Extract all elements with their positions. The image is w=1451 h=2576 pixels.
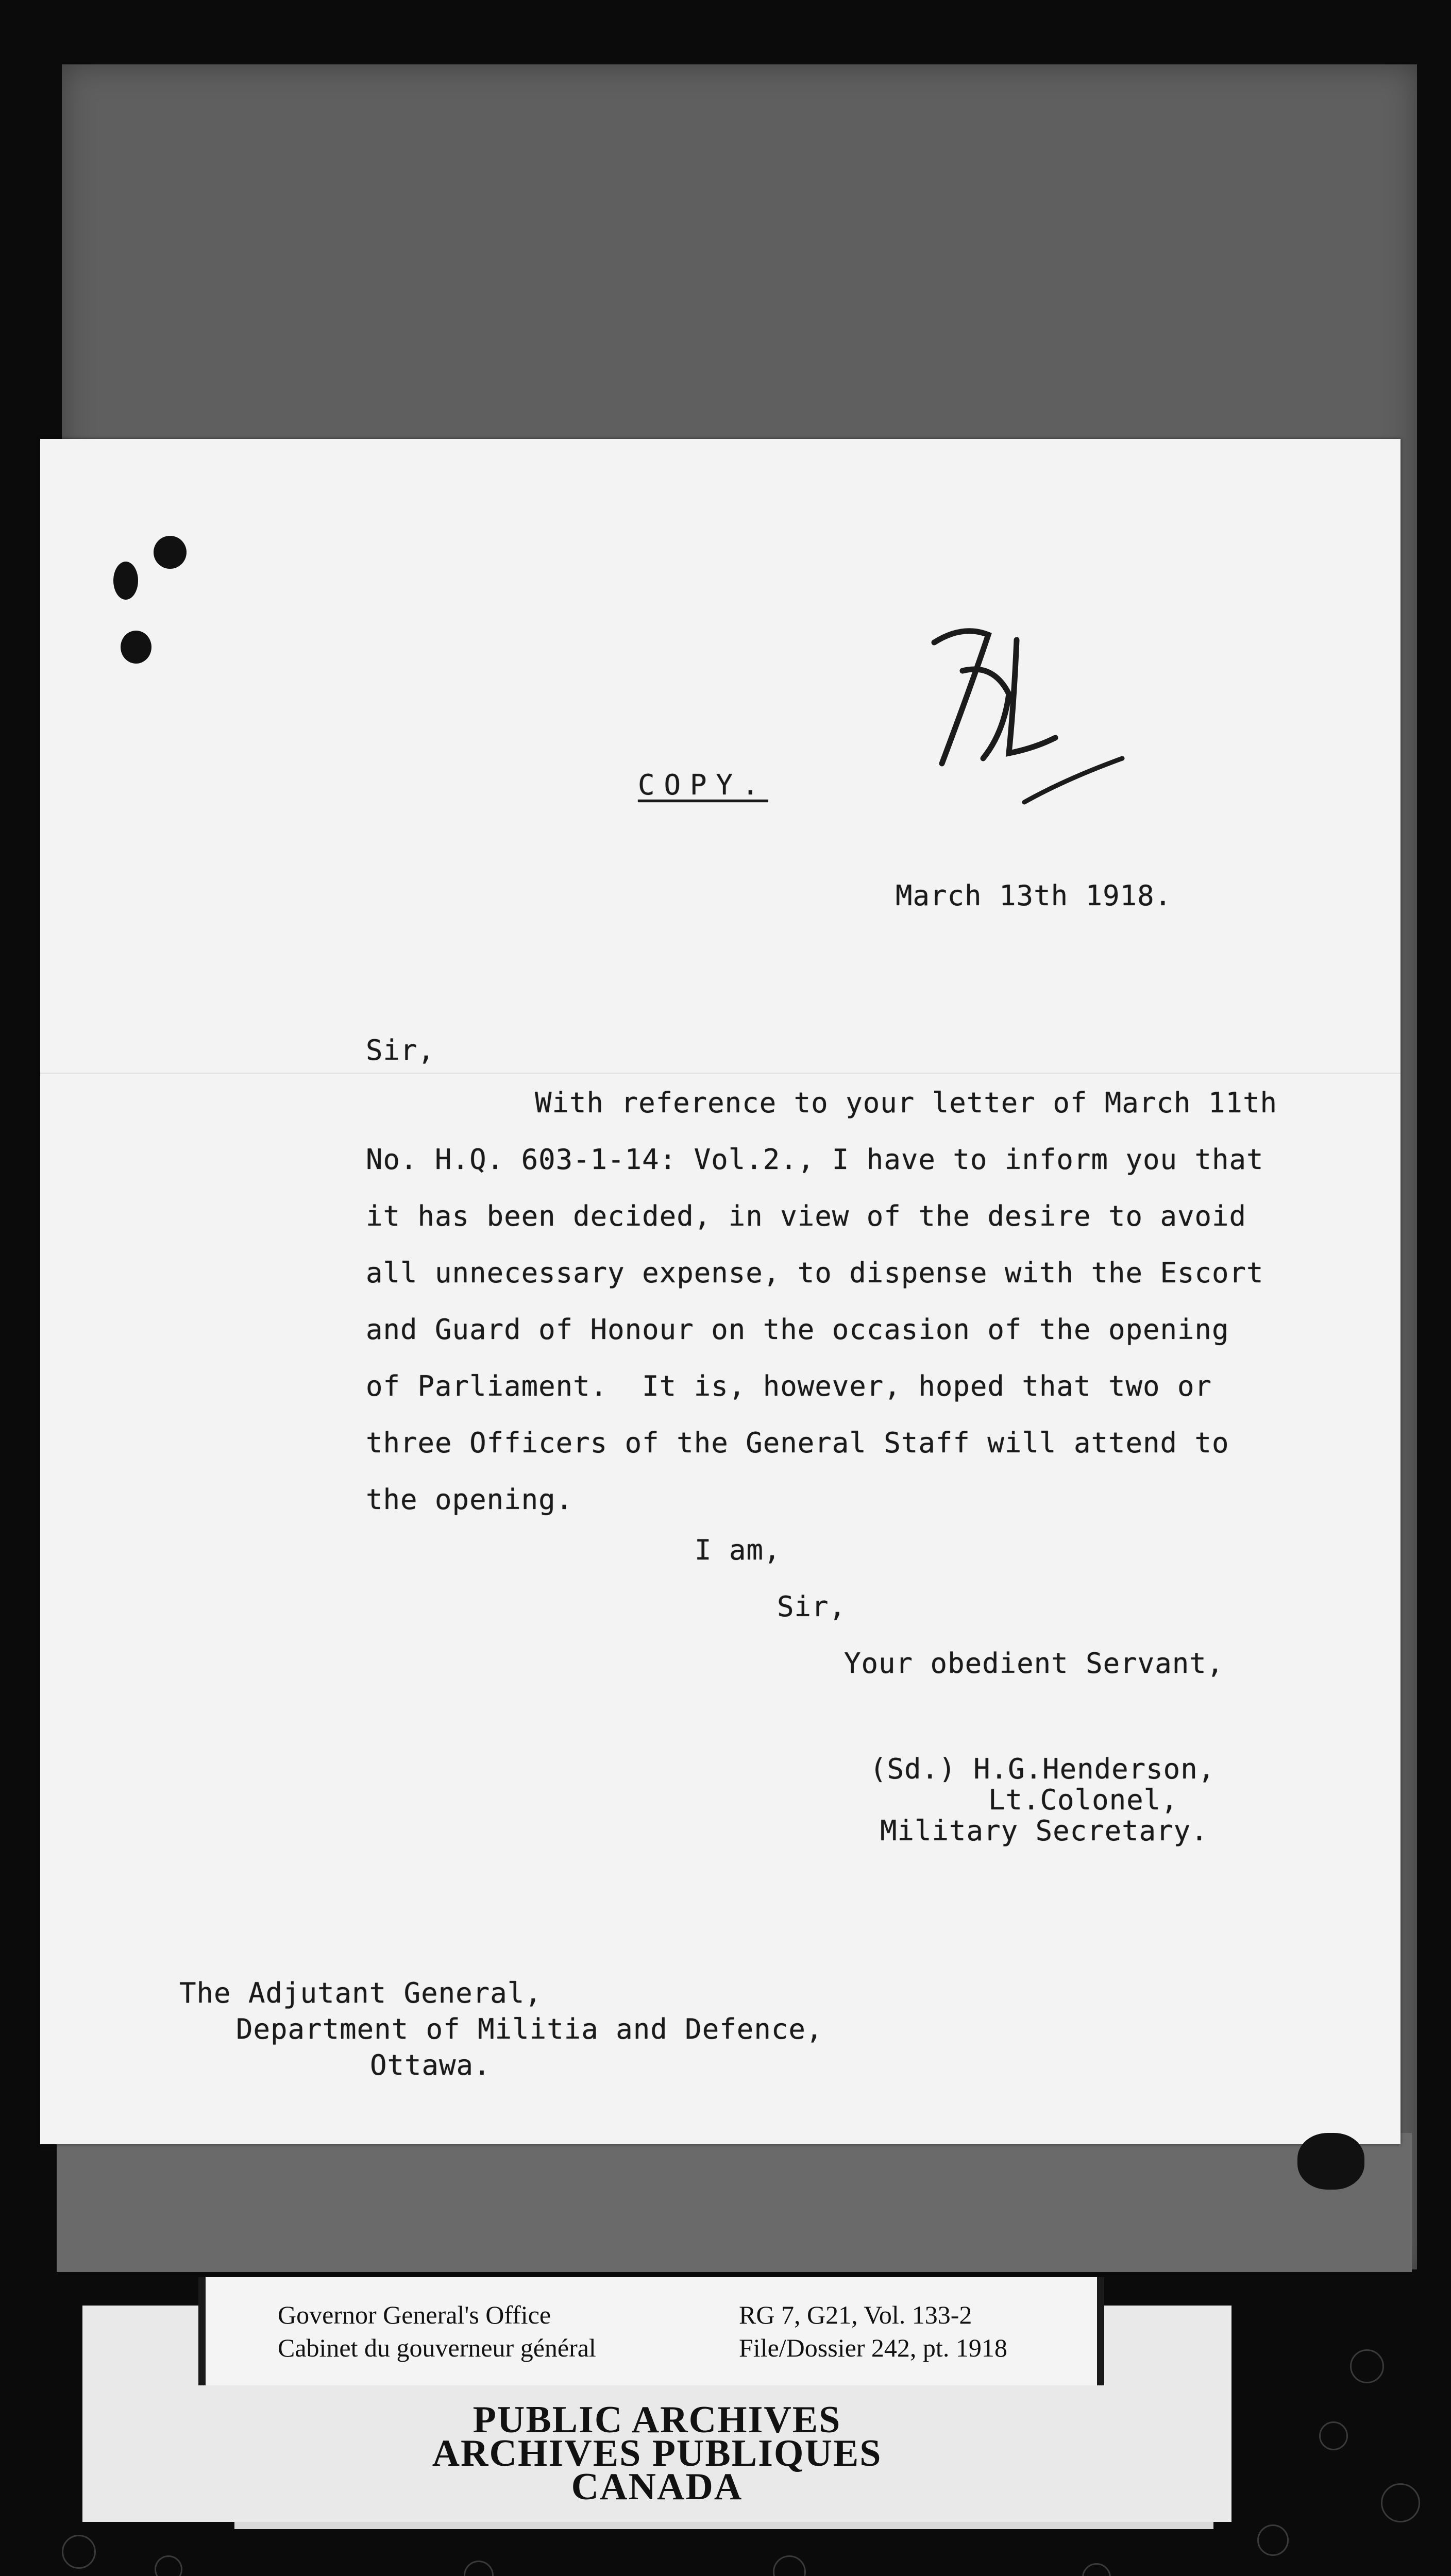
paper-fold-line	[40, 1073, 1401, 1074]
film-grain-circle	[1381, 2483, 1420, 2522]
copy-heading: COPY.	[638, 769, 768, 801]
handwritten-initials	[885, 604, 1153, 820]
body-line: it has been decided, in view of the desire to avoid	[366, 1200, 1247, 1232]
signature-name: (Sd.) H.G.Henderson,	[870, 1753, 1216, 1785]
body-line: No. H.Q. 603-1-14: Vol.2., I have to inform you that	[366, 1143, 1264, 1176]
stamp-line: ARCHIVES PUBLIQUES	[432, 2432, 882, 2475]
record-group-reference: RG 7, G21, Vol. 133-2	[739, 2300, 972, 2329]
punch-hole	[154, 536, 187, 569]
bottom-paper-strip	[234, 2522, 1213, 2529]
film-grain-circle	[1082, 2563, 1111, 2576]
film-grain-circle	[1257, 2524, 1289, 2556]
closing-servant: Your obedient Servant,	[844, 1647, 1224, 1680]
folder-lower-edge	[57, 2133, 1412, 2272]
archive-reference-label	[198, 2277, 1104, 2385]
signature-rank: Lt.Colonel,	[988, 1784, 1178, 1816]
addressee-line: Department of Militia and Defence,	[236, 2013, 823, 2045]
film-grain-circle	[1319, 2421, 1348, 2450]
letter-page	[40, 439, 1401, 2144]
office-french: Cabinet du gouverneur général	[278, 2333, 596, 2362]
salutation: Sir,	[366, 1034, 435, 1066]
file-reference: File/Dossier 242, pt. 1918	[739, 2333, 1007, 2362]
film-grain-circle	[1350, 2349, 1384, 2383]
letter-date: March 13th 1918.	[896, 879, 1172, 912]
film-grain-circle	[155, 2555, 182, 2576]
office-english: Governor General's Office	[278, 2300, 551, 2329]
stamp-line: CANADA	[571, 2466, 743, 2508]
stamp-line: PUBLIC ARCHIVES	[473, 2399, 841, 2441]
punch-hole	[121, 631, 151, 664]
body-line: the opening.	[366, 1483, 573, 1516]
film-grain-circle	[773, 2555, 806, 2576]
body-line: and Guard of Honour on the occasion of the opening	[366, 1313, 1229, 1346]
punch-hole	[1297, 2133, 1364, 2190]
addressee-line: Ottawa.	[370, 2049, 491, 2081]
addressee-line: The Adjutant General,	[179, 1977, 542, 2009]
closing-sir: Sir,	[777, 1590, 847, 1623]
body-line: all unnecessary expense, to dispense with the Escort	[366, 1257, 1264, 1289]
body-line: of Parliament. It is, however, hoped that two or	[366, 1370, 1212, 1402]
body-line: With reference to your letter of March 11th	[535, 1087, 1277, 1119]
film-grain-circle	[464, 2561, 494, 2576]
body-line: three Officers of the General Staff will attend to	[366, 1427, 1229, 1459]
closing-i-am: I am,	[695, 1534, 781, 1566]
film-grain-circle	[62, 2535, 96, 2569]
signature-title: Military Secretary.	[880, 1815, 1208, 1847]
punch-hole	[113, 562, 138, 600]
